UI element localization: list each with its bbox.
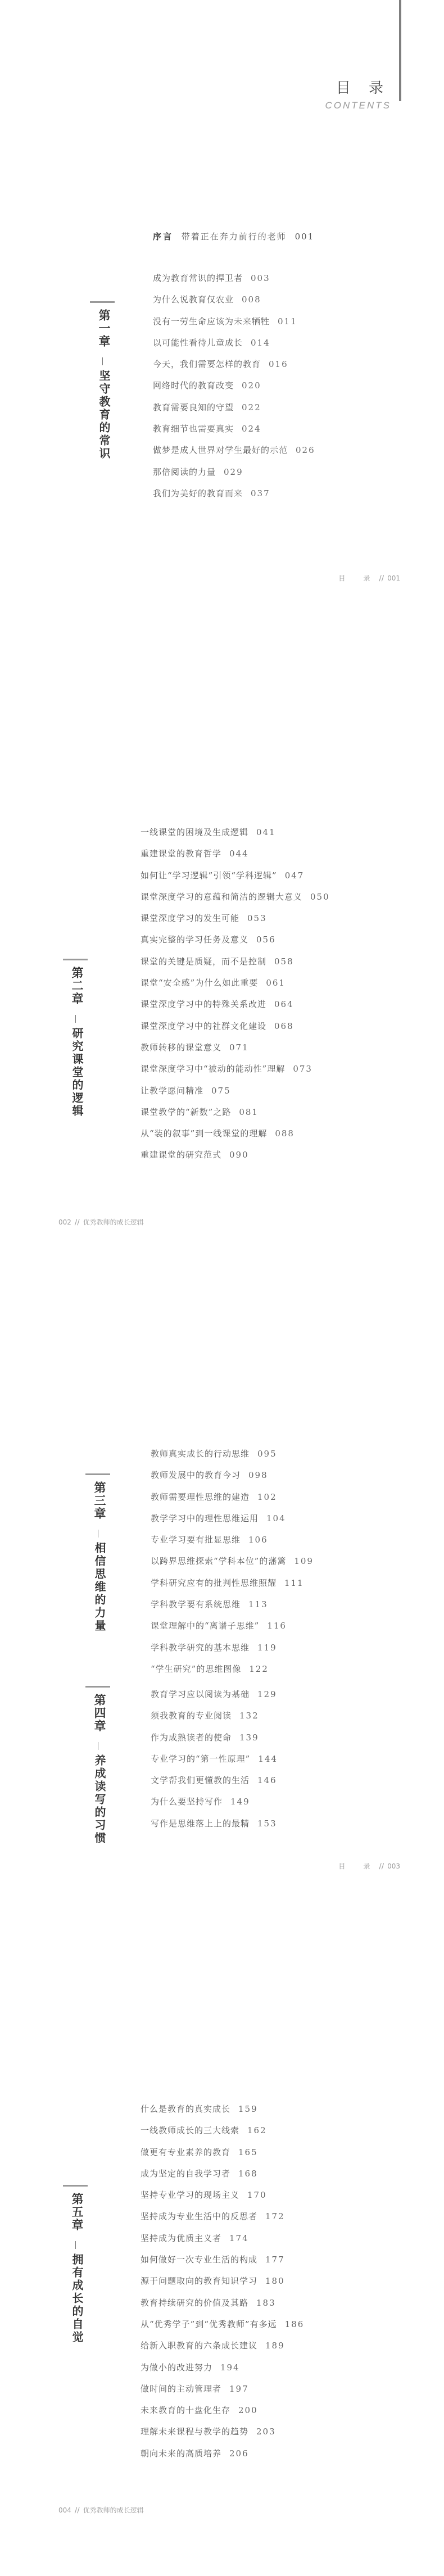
toc-entry-page: 129 — [257, 1689, 277, 1699]
toc-entry-title: 学科教学要有系统思维 — [151, 1599, 241, 1610]
chapter-1 — [90, 301, 115, 470]
toc-entry-title: 做时间的主动管理者 — [141, 2383, 222, 2394]
toc-entry-page: 041 — [256, 827, 276, 837]
toc-entry[interactable] — [151, 1815, 278, 1836]
toc-entry-page: 102 — [257, 1491, 277, 1502]
toc-entry-page: 026 — [296, 445, 315, 456]
toc-entry-title: 今天，我们需要怎样的教育 — [153, 359, 261, 370]
toc-entry[interactable] — [141, 910, 330, 931]
chapter-title: 坚守教育的常识 — [97, 370, 111, 460]
footer-slash-icon: ∕∕ — [74, 2506, 80, 2515]
toc-page-4 — [0, 1932, 444, 2576]
chapter-title: 养成读写的习惯 — [93, 1754, 106, 1845]
toc-entry-title: 理解未来课程与教学的趋势 — [141, 2427, 249, 2437]
toc-entry[interactable] — [151, 1793, 278, 1815]
preface-entry[interactable] — [153, 230, 314, 242]
toc-entry-title: 那倍阅读的力量 — [153, 466, 216, 477]
toc-subtitle: CONTENTS — [325, 100, 391, 111]
toc-entry[interactable] — [141, 2101, 304, 2122]
toc-entry[interactable] — [153, 377, 315, 398]
toc-entry-page: 183 — [256, 2297, 276, 2308]
toc-entry[interactable] — [151, 1639, 314, 1661]
toc-entry-title: 坚持成为优质主义者 — [141, 2233, 222, 2243]
toc-entry-page: 186 — [284, 2319, 305, 2329]
toc-entry[interactable] — [153, 420, 315, 442]
toc-entry-page: 194 — [220, 2362, 240, 2373]
toc-entry[interactable] — [141, 2337, 304, 2359]
toc-entry[interactable] — [151, 1510, 314, 1531]
toc-entry[interactable] — [151, 1661, 314, 1682]
toc-entry-title: 从“装的叙事”到一线课堂的理解 — [141, 1128, 268, 1139]
footer-toc-label: 目 录 — [338, 1862, 376, 1870]
toc-entry-title: 文学帮我们更懂教的生活 — [151, 1775, 250, 1786]
toc-entry[interactable] — [151, 1575, 314, 1596]
toc-entry[interactable] — [153, 291, 315, 312]
toc-entry-title: 学科研究应有的批判性思维照耀 — [151, 1577, 277, 1588]
toc-entry-page: 180 — [265, 2276, 285, 2287]
toc-entry-title: 为什么说教育仅农业 — [153, 294, 234, 305]
footer-page-number: 004 — [58, 2506, 71, 2514]
chapter-bar — [85, 1473, 110, 1475]
chapter-bar — [85, 1686, 110, 1688]
toc-entry[interactable] — [141, 2402, 304, 2423]
toc-entry[interactable] — [153, 442, 315, 463]
toc-entry-page: 056 — [256, 935, 276, 945]
toc-entry[interactable] — [153, 313, 315, 334]
toc-entry-page: 119 — [257, 1642, 277, 1653]
toc-entry[interactable] — [141, 953, 330, 974]
toc-entry[interactable] — [153, 270, 315, 291]
toc-entry[interactable] — [141, 974, 330, 996]
toc-entry-title: 成为坚定的自我学习者 — [141, 2168, 231, 2179]
chapter-3 — [85, 1473, 110, 1648]
toc-entry[interactable] — [151, 1489, 314, 1510]
toc-entry-title: 须我教育的专业阅读 — [151, 1711, 232, 1721]
toc-entry-page: 165 — [238, 2147, 258, 2157]
toc-entry-title: 课堂理解中的“离谱子思维” — [151, 1621, 260, 1631]
chapter-title: 拥有成长的自觉 — [70, 2253, 84, 2344]
toc-entry-page: 037 — [251, 488, 270, 498]
toc-entry-title: 坚持成为专业生活中的反思者 — [141, 2211, 258, 2222]
chapter-number: 第三章 — [93, 1481, 107, 1520]
toc-entry-title: 什么是教育的真实成长 — [141, 2104, 231, 2114]
toc-entry-title: 为什么要坚持写作 — [151, 1797, 223, 1807]
toc-entry[interactable] — [151, 1531, 314, 1553]
toc-entry-title: 课堂深度学习中的特殊关系改进 — [141, 999, 267, 1010]
toc-entry[interactable] — [151, 1553, 314, 1574]
toc-entry-page: 203 — [256, 2427, 276, 2437]
chapter-1-entries — [153, 270, 315, 506]
toc-entry-title: 教育需要良知的守望 — [153, 402, 234, 412]
chapter-number: 第四章 — [93, 1694, 107, 1733]
toc-entry-page: 029 — [224, 466, 243, 477]
toc-entry-title: 如何做好一次专业生活的构成 — [141, 2255, 258, 2265]
toc-entry[interactable] — [151, 1686, 278, 1707]
toc-entry-page: 106 — [248, 1535, 268, 1545]
toc-entry-title: 从“优秀学子”到“优秀教师”有多远 — [141, 2319, 277, 2329]
toc-entry-page: 090 — [229, 1150, 249, 1160]
toc-entry-title: 源于问题取向的教育知识学习 — [141, 2276, 258, 2287]
toc-entry-page: 162 — [247, 2125, 267, 2136]
toc-entry[interactable] — [151, 1467, 314, 1488]
chapter-3-entries — [151, 1445, 314, 1682]
toc-entry-title: 作为成熟读者的使命 — [151, 1732, 232, 1743]
toc-entry-title: 让教学愿问精准 — [141, 1085, 204, 1096]
header-accent-bar — [399, 0, 401, 101]
toc-entry[interactable] — [153, 464, 315, 485]
toc-entry-page: 113 — [248, 1599, 268, 1610]
toc-entry-page: 058 — [274, 956, 294, 967]
toc-entry[interactable] — [153, 356, 315, 377]
toc-entry[interactable] — [141, 1125, 330, 1146]
toc-entry[interactable] — [141, 1039, 330, 1060]
toc-entry[interactable] — [151, 1750, 278, 1772]
toc-entry-page: 170 — [247, 2190, 267, 2201]
toc-entry-page: 073 — [293, 1064, 312, 1074]
footer-toc-label: 目 录 — [338, 574, 376, 582]
toc-entry[interactable] — [141, 2273, 304, 2294]
toc-entry-page: 047 — [284, 870, 305, 881]
toc-entry-title: 做更有专业素养的教育 — [141, 2147, 231, 2157]
toc-entry[interactable] — [141, 2165, 304, 2187]
chapter-title: 研究课堂的逻辑 — [70, 1027, 84, 1118]
toc-entry-page: 068 — [274, 1021, 294, 1031]
toc-entry-title: 课堂“安全感”为什么如此重要 — [141, 978, 259, 988]
toc-entry-title: 课堂深度学习中的社群文化建设 — [141, 1021, 267, 1031]
toc-entry[interactable] — [151, 1707, 278, 1729]
chapter-divider — [75, 2241, 76, 2249]
toc-entry-title: 一线课堂的困境及生成逻辑 — [141, 827, 249, 837]
toc-entry-page: 075 — [211, 1085, 231, 1096]
toc-entry[interactable] — [141, 996, 330, 1017]
footer-page-3 — [338, 1861, 400, 1871]
toc-entry-title: 给新入职教育的六条成长建议 — [141, 2341, 258, 2351]
toc-entry-title: 专业学习要有批显思维 — [151, 1535, 241, 1545]
chapter-bar — [90, 301, 115, 303]
toc-entry-title: 做梦是成人世界对学生最好的示范 — [153, 445, 288, 456]
footer-book-title: 优秀教师的成长逻辑 — [83, 1218, 144, 1226]
footer-page-2 — [58, 1217, 144, 1227]
footer-page-number: 002 — [58, 1218, 71, 1226]
toc-entry-page: 011 — [278, 316, 297, 326]
chapter-5 — [63, 2185, 88, 2353]
toc-entry-title: 学科教学研究的基本思维 — [151, 1642, 250, 1653]
footer-page-number: 001 — [387, 574, 400, 582]
toc-entry-page: 111 — [284, 1577, 304, 1588]
footer-page-4 — [58, 2505, 144, 2515]
toc-entry-page: 197 — [229, 2383, 249, 2394]
toc-entry[interactable] — [151, 1445, 314, 1467]
preface-page: 001 — [295, 232, 315, 242]
preface-label: 序言 — [153, 232, 174, 242]
toc-entry[interactable] — [151, 1729, 278, 1750]
toc-page-3 — [0, 1288, 444, 1932]
toc-entry-page: 149 — [230, 1797, 250, 1807]
toc-entry-title: 如何让“学习逻辑”引领“学科逻辑” — [141, 870, 277, 881]
toc-entry[interactable] — [153, 485, 315, 506]
chapter-bar — [63, 959, 88, 960]
toc-entry-title: 课堂深度学习的意蕴和简洁的逻辑大意义 — [141, 891, 303, 902]
toc-entry-title: 一线教师成长的三大线索 — [141, 2125, 240, 2136]
chapter-number: 第一章 — [97, 309, 111, 348]
toc-entry-page: 116 — [267, 1621, 287, 1631]
toc-entry-page: 104 — [266, 1513, 286, 1523]
chapter-divider — [102, 357, 103, 365]
toc-entry-title: 课堂深度学习中“被动的能动性”理解 — [141, 1064, 286, 1074]
toc-entry[interactable] — [141, 1104, 330, 1125]
toc-entry-page: 081 — [239, 1106, 259, 1117]
toc-entry-title: 坚持专业学习的现场主义 — [141, 2190, 240, 2201]
toc-entry-page: 088 — [275, 1128, 295, 1139]
toc-entry[interactable] — [141, 867, 330, 888]
toc-entry-title: 重建课堂的教育哲学 — [141, 849, 222, 859]
toc-entry-title: 教育学习应以阅读为基础 — [151, 1689, 250, 1699]
toc-entry[interactable] — [141, 2230, 304, 2251]
chapter-4-entries — [151, 1686, 278, 1836]
toc-entry-page: 159 — [238, 2104, 258, 2114]
toc-entry-title: 成为教育常识的捍卫者 — [153, 273, 243, 283]
toc-entry[interactable] — [141, 2316, 304, 2337]
toc-entry-title: 重建课堂的研究范式 — [141, 1150, 222, 1160]
toc-entry-page: 139 — [239, 1732, 259, 1743]
toc-entry-title: 教师发展中的教育今习 — [151, 1470, 241, 1481]
toc-entry-page: 020 — [242, 380, 261, 391]
toc-entry-page: 050 — [310, 891, 330, 902]
toc-entry[interactable] — [153, 399, 315, 420]
toc-entry-title: 教育细节也需要真实 — [153, 424, 234, 434]
toc-entry-page: 003 — [251, 273, 270, 283]
toc-entry-title: 教师转移的课堂意义 — [141, 1042, 222, 1053]
toc-entry[interactable] — [153, 334, 315, 356]
toc-entry[interactable] — [141, 1018, 330, 1039]
toc-entry-page: 122 — [249, 1663, 269, 1674]
toc-entry-page: 008 — [242, 294, 261, 305]
toc-entry-page: 144 — [258, 1753, 278, 1764]
footer-slash-icon: ∕∕ — [379, 1862, 384, 1871]
toc-entry-title: 以跨界思维探索“学科本位”的藩篱 — [151, 1556, 287, 1567]
footer-page-number: 003 — [387, 1862, 400, 1870]
toc-entry-title: 专业学习的“第一性原理” — [151, 1753, 251, 1764]
toc-entry[interactable] — [141, 2187, 304, 2208]
toc-entry[interactable] — [151, 1772, 278, 1793]
toc-entry[interactable] — [141, 2144, 304, 2165]
toc-entry-page: 016 — [269, 359, 288, 370]
toc-entry-page: 071 — [229, 1042, 249, 1053]
toc-entry-title: 我们为美好的教育而来 — [153, 488, 243, 498]
toc-entry-title: 教育持续研究的价值及其路 — [141, 2297, 249, 2308]
toc-entry[interactable] — [141, 2208, 304, 2229]
toc-entry-page: 064 — [274, 999, 294, 1010]
toc-entry-page: 044 — [229, 849, 249, 859]
footer-slash-icon: ∕∕ — [74, 1218, 80, 1227]
toc-entry-title: 写作是思维落上上的最精 — [151, 1818, 250, 1829]
toc-entry-page: 053 — [247, 913, 267, 924]
toc-entry-title: 未来教育的十盘化生存 — [141, 2405, 231, 2416]
toc-entry-page: 109 — [294, 1556, 314, 1567]
toc-entry-title: 真实完整的学习任务及意义 — [141, 935, 249, 945]
toc-entry[interactable] — [151, 1596, 314, 1617]
chapter-2 — [63, 959, 88, 1144]
chapter-5-entries — [141, 2101, 304, 2466]
toc-entry[interactable] — [141, 1082, 330, 1104]
toc-entry-title: “学生研究”的思维图像 — [151, 1663, 242, 1674]
toc-entry[interactable] — [141, 2380, 304, 2402]
toc-entry-page: 098 — [248, 1470, 268, 1481]
toc-entry-title: 课堂教学的“新数”之路 — [141, 1106, 232, 1117]
toc-entry[interactable] — [141, 2294, 304, 2316]
toc-entry-page: 132 — [239, 1711, 259, 1721]
chapter-number: 第二章 — [70, 967, 84, 1005]
toc-entry-title: 朝向未来的高质培养 — [141, 2448, 222, 2459]
chapter-number: 第五章 — [70, 2193, 84, 2232]
toc-entry-page: 061 — [266, 978, 286, 988]
toc-entry-page: 095 — [257, 1449, 277, 1459]
chapter-title: 相信思维的力量 — [93, 1542, 106, 1632]
toc-entry[interactable] — [141, 2423, 304, 2445]
toc-entry-page: 172 — [265, 2211, 285, 2222]
toc-entry-title: 网络时代的教育改变 — [153, 380, 234, 391]
toc-entry-page: 022 — [242, 402, 261, 412]
toc-entry[interactable] — [141, 2445, 304, 2466]
toc-entry-page: 024 — [242, 424, 261, 434]
toc-entry-page: 177 — [265, 2255, 285, 2265]
toc-entry-page: 174 — [229, 2233, 249, 2243]
toc-entry-title: 教学学习中的理性思维运用 — [151, 1513, 259, 1523]
footer-book-title: 优秀教师的成长逻辑 — [83, 2506, 144, 2514]
footer-page-1 — [338, 573, 400, 583]
toc-entry-page: 200 — [238, 2405, 258, 2416]
toc-entry-page: 153 — [257, 1818, 277, 1829]
preface-title: 带着正在奔力前行的老师 — [181, 232, 287, 242]
toc-entry[interactable] — [141, 2251, 304, 2273]
toc-entry-page: 206 — [229, 2448, 249, 2459]
chapter-2-entries — [141, 824, 330, 1168]
toc-entry[interactable] — [141, 845, 330, 867]
toc-entry-title: 课堂深度学习的发生可能 — [141, 913, 240, 924]
toc-entry[interactable] — [141, 1146, 330, 1168]
chapter-divider — [75, 1015, 76, 1023]
toc-entry-page: 014 — [251, 337, 270, 348]
toc-entry-title: 以可能性看待儿童成长 — [153, 337, 243, 348]
toc-title: 目 录 — [336, 80, 390, 97]
toc-entry[interactable] — [141, 888, 330, 910]
toc-entry[interactable] — [141, 824, 330, 845]
toc-entry[interactable] — [141, 931, 330, 953]
toc-entry[interactable] — [141, 1060, 330, 1082]
toc-entry[interactable] — [141, 2359, 304, 2380]
toc-entry[interactable] — [141, 2122, 304, 2143]
footer-slash-icon: ∕∕ — [379, 574, 384, 583]
toc-entry-page: 146 — [257, 1775, 277, 1786]
toc-entry-page: 168 — [238, 2168, 258, 2179]
chapter-4 — [85, 1686, 110, 1843]
toc-entry-title: 没有一劳生命应该为未来牺牲 — [153, 316, 270, 326]
chapter-bar — [63, 2185, 88, 2187]
toc-entry-title: 教师真实成长的行动思维 — [151, 1449, 250, 1459]
toc-entry[interactable] — [151, 1617, 314, 1639]
toc-entry-title: 教师需要理性思维的建造 — [151, 1491, 250, 1502]
toc-page-2 — [0, 644, 444, 1288]
toc-page-1 — [0, 0, 444, 644]
toc-entry-title: 为做小的改进努力 — [141, 2362, 213, 2373]
toc-entry-page: 189 — [265, 2341, 285, 2351]
toc-entry-title: 课堂的关键是质疑，而不是控制 — [141, 956, 267, 967]
